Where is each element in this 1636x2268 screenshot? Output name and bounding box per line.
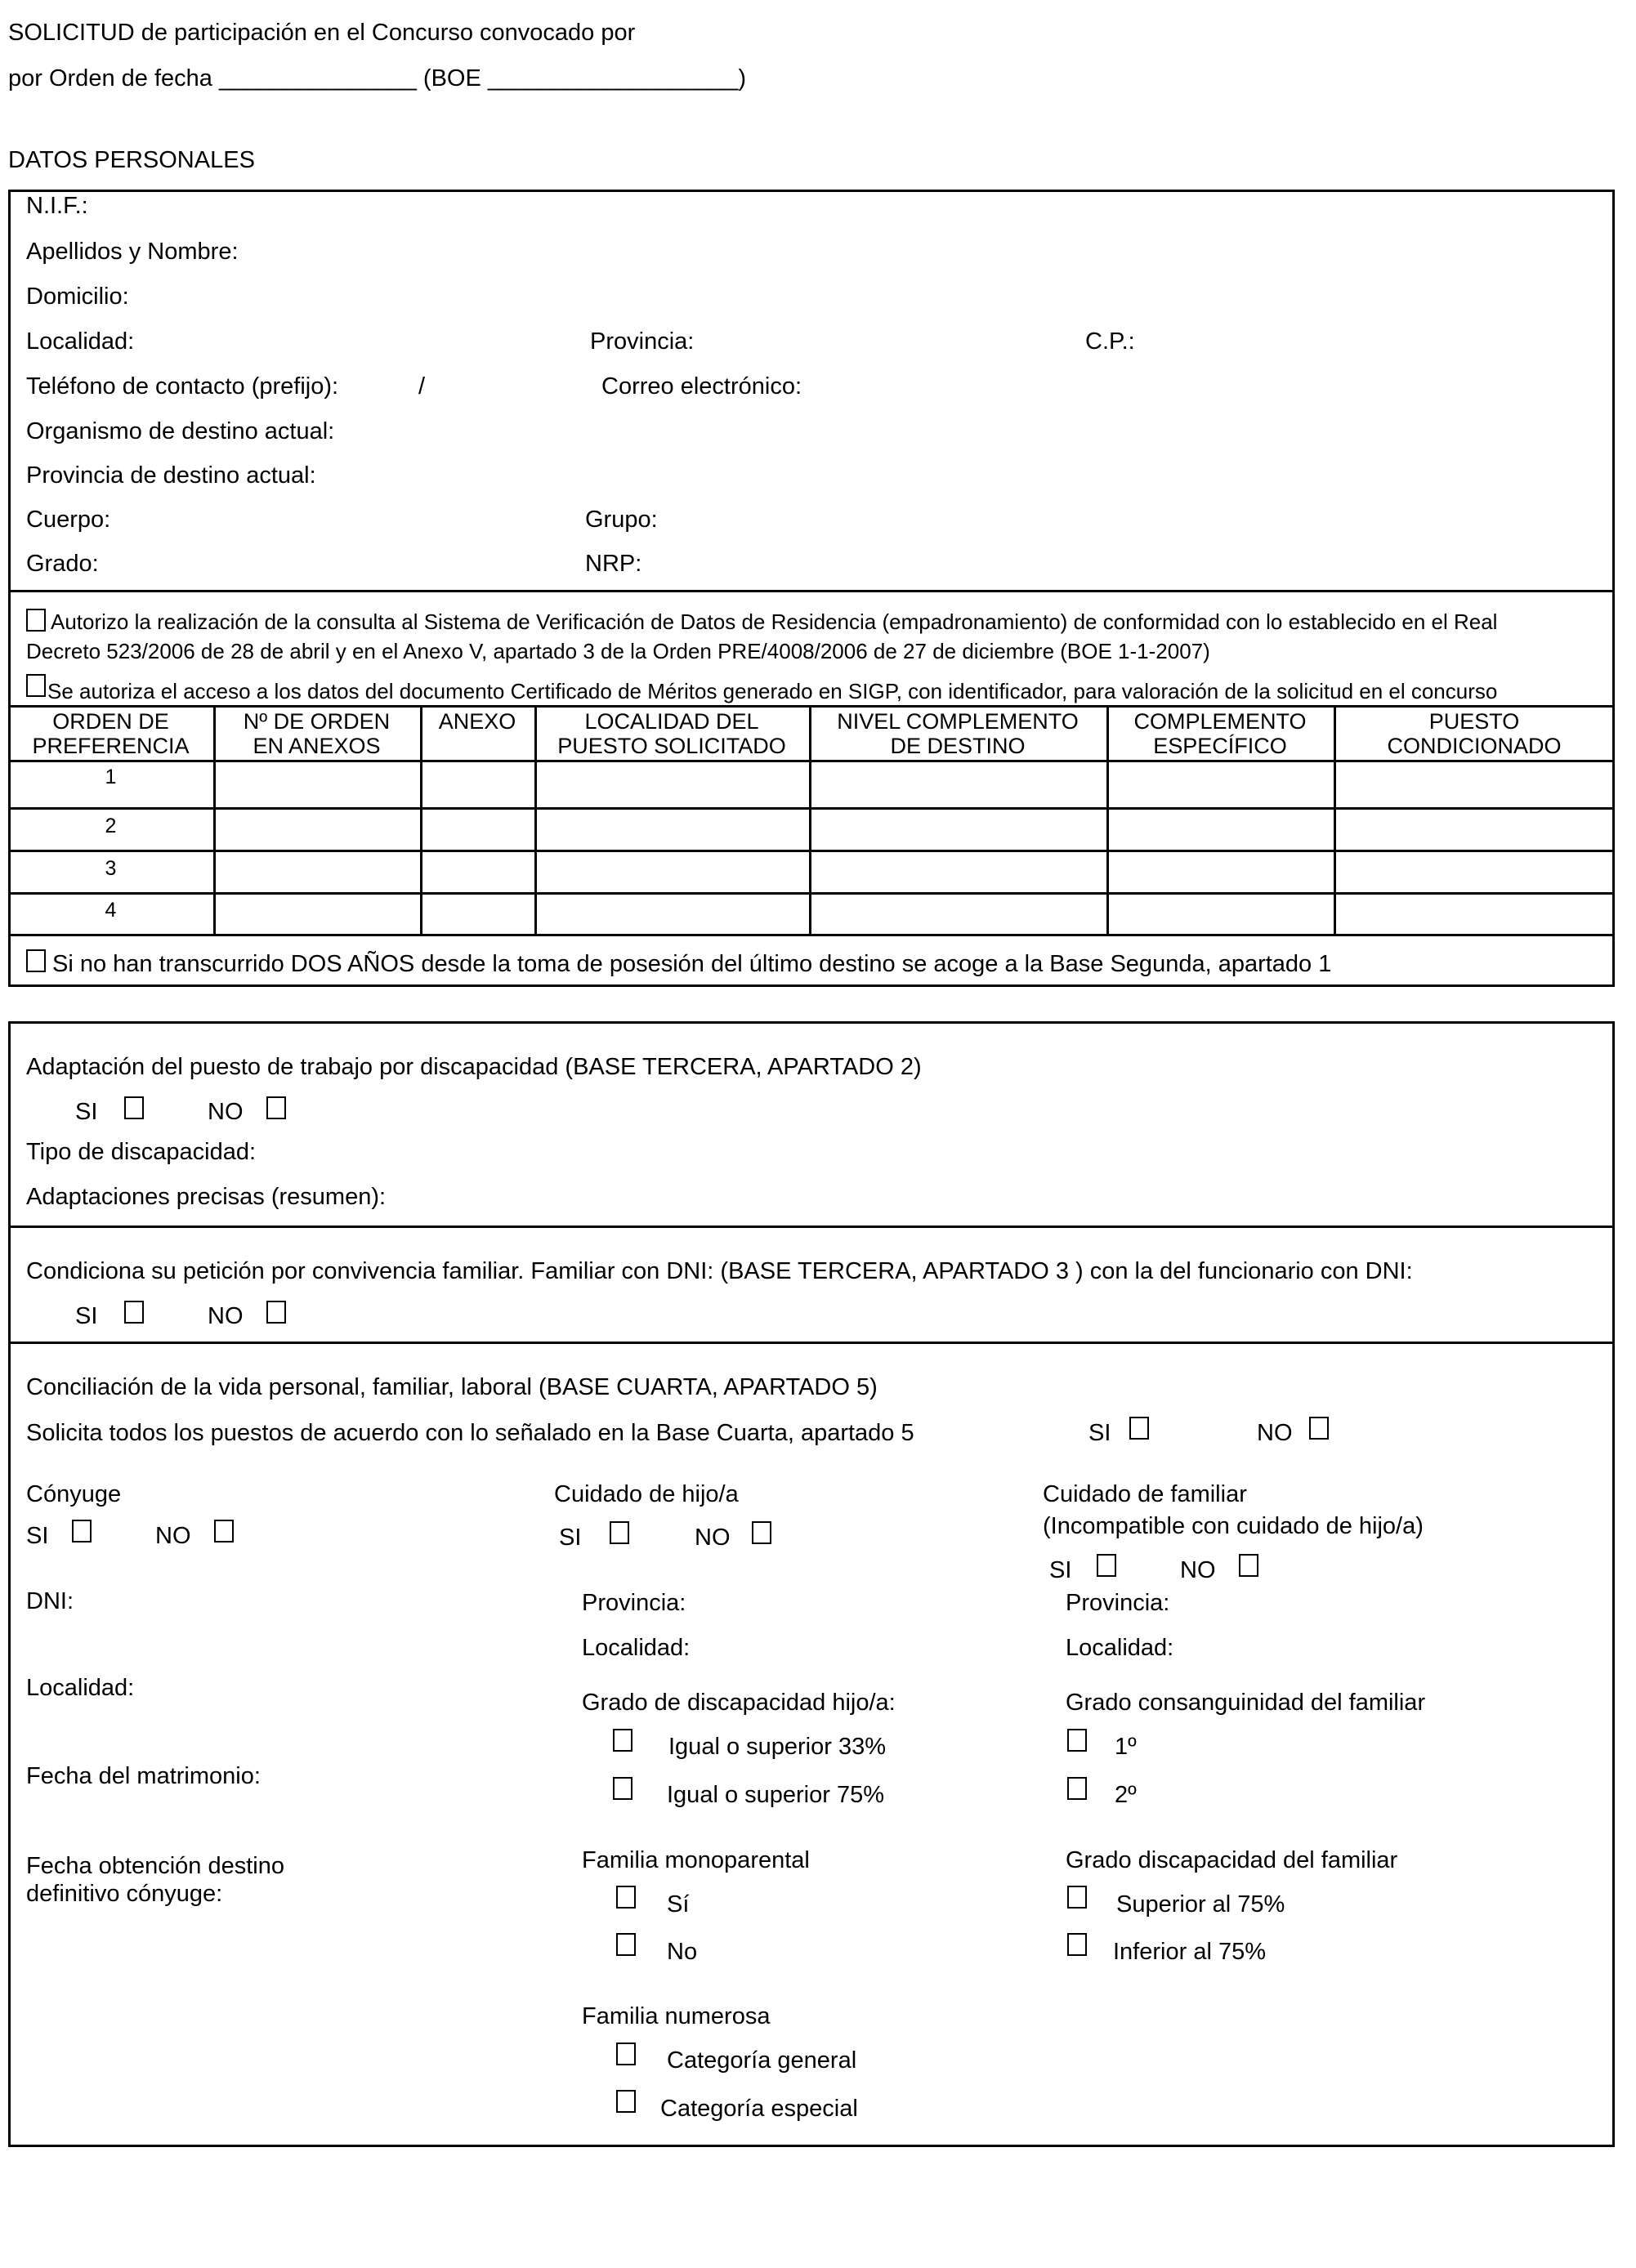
- grado-label: Grado:: [26, 551, 99, 577]
- table-header-orden: ORDEN DE PREFERENCIA: [32, 709, 190, 758]
- table-row-number: 2: [105, 815, 117, 837]
- localidad-label: Localidad:: [26, 328, 135, 355]
- dos-anos-text: Si no han transcurrido DOS AÑOS desde la toma de posesión del último destino se acoge a la Base Segunda, apartado 1: [52, 951, 1332, 977]
- conyuge-no-label: NO: [155, 1523, 191, 1549]
- solicita-si-checkbox[interactable]: [1129, 1417, 1149, 1440]
- monoparental-no-checkbox[interactable]: [616, 1933, 636, 1956]
- hijo-title: Cuidado de hijo/a: [554, 1481, 739, 1507]
- discapacidad-inferior-checkbox[interactable]: [1067, 1933, 1087, 1956]
- consanguinidad-title: Grado consanguinidad del familiar: [1066, 1690, 1426, 1716]
- fecha-obtencion-label-1: Fecha obtención destino: [26, 1853, 284, 1879]
- correo-label: Correo electrónico:: [601, 373, 802, 400]
- divider: [8, 1226, 1615, 1228]
- numerosa-especial-label: Categoría especial: [660, 2096, 858, 2122]
- table-row-line: [8, 850, 1615, 852]
- condiciona-si-checkbox[interactable]: [124, 1301, 144, 1324]
- table-top-line: [8, 705, 1615, 708]
- table-row-number: 4: [105, 899, 117, 922]
- monoparental-si-label: Sí: [667, 1891, 690, 1918]
- hijo-localidad-label: Localidad:: [582, 1635, 691, 1661]
- tipo-discapacidad-label: Tipo de discapacidad:: [26, 1139, 257, 1165]
- table-col-line: [420, 705, 422, 934]
- table-row-number: 3: [105, 857, 117, 880]
- section-title-datos-personales: DATOS PERSONALES: [8, 147, 255, 173]
- familiar-title: Cuidado de familiar: [1043, 1481, 1247, 1507]
- monoparental-title: Familia monoparental: [582, 1847, 810, 1873]
- table-header-numero: Nº DE ORDEN EN ANEXOS: [243, 709, 391, 758]
- numerosa-especial-checkbox[interactable]: [616, 2090, 636, 2113]
- discapacidad-superior-label: Superior al 75%: [1116, 1891, 1285, 1918]
- consent-residence-text-1: Autorizo la realización de la consulta al Sistema de Verificación de Datos de Residencia (empadronamiento) de conformidad con lo establecido en el Real: [51, 609, 1498, 634]
- familiar-si-checkbox[interactable]: [1097, 1554, 1116, 1577]
- conyuge-si-checkbox[interactable]: [72, 1520, 92, 1543]
- provincia-destino-label: Provincia de destino actual:: [26, 462, 316, 489]
- familiar-no-label: NO: [1180, 1557, 1216, 1583]
- monoparental-si-checkbox[interactable]: [616, 1886, 636, 1909]
- condiciona-no-label: NO: [208, 1303, 244, 1329]
- solicita-no-label: NO: [1257, 1420, 1293, 1446]
- familiar-no-checkbox[interactable]: [1239, 1554, 1258, 1577]
- telefono-slash: /: [418, 373, 426, 400]
- consent-sigp-checkbox[interactable]: [26, 674, 46, 697]
- nrp-label: NRP:: [585, 551, 642, 577]
- conyuge-no-checkbox[interactable]: [214, 1520, 234, 1543]
- adaptacion-si-label: SI: [75, 1099, 98, 1125]
- solicita-todos-label: Solicita todos los puestos de acuerdo con lo señalado en la Base Cuarta, apartado 5: [26, 1420, 914, 1446]
- table-header-puesto: PUESTO CONDICIONADO: [1387, 709, 1562, 758]
- consanguinidad-2-label: 2º: [1115, 1782, 1137, 1808]
- form-title: SOLICITUD de participación en el Concurso convocado por: [8, 20, 636, 46]
- table-row-line: [8, 760, 1615, 762]
- fecha-obtencion-label-2: definitivo cónyuge:: [26, 1881, 223, 1907]
- personal-data-box: [8, 190, 1615, 987]
- conciliacion-title: Conciliación de la vida personal, familiar, laboral (BASE CUARTA, APARTADO 5): [26, 1374, 878, 1400]
- form-order-line: por Orden de fecha _______________ (BOE ___________________): [8, 65, 746, 92]
- discapacidad-inferior-label: Inferior al 75%: [1113, 1939, 1266, 1965]
- condiciona-title: Condiciona su petición por convivencia familiar. Familiar con DNI: (BASE TERCERA, APARTADO 3 ) con la del funcionario con DNI:: [26, 1258, 1413, 1284]
- divider: [8, 1342, 1615, 1344]
- adaptacion-title: Adaptación del puesto de trabajo por discapacidad (BASE TERCERA, APARTADO 2): [26, 1054, 922, 1080]
- numerosa-general-checkbox[interactable]: [616, 2043, 636, 2065]
- dos-anos-checkbox[interactable]: [26, 949, 46, 972]
- divider: [8, 590, 1615, 592]
- table-row-number: 1: [105, 766, 117, 788]
- consanguinidad-1-checkbox[interactable]: [1067, 1729, 1087, 1752]
- table-bottom-line: [8, 934, 1615, 936]
- condiciona-no-checkbox[interactable]: [266, 1301, 286, 1324]
- discapacidad-familiar-title: Grado discapacidad del familiar: [1066, 1847, 1398, 1873]
- numerosa-general-label: Categoría general: [667, 2047, 857, 2074]
- conyuge-title: Cónyuge: [26, 1481, 122, 1507]
- familiar-subtitle: (Incompatible con cuidado de hijo/a): [1043, 1513, 1424, 1539]
- hijo-provincia-label: Provincia:: [582, 1590, 686, 1616]
- hijo-grado-33-label: Igual o superior 33%: [668, 1734, 886, 1760]
- discapacidad-superior-checkbox[interactable]: [1067, 1886, 1087, 1909]
- conyuge-si-label: SI: [26, 1523, 49, 1549]
- hijo-si-label: SI: [559, 1525, 582, 1551]
- adaptaciones-label: Adaptaciones precisas (resumen):: [26, 1184, 387, 1210]
- fecha-matrimonio-label: Fecha del matrimonio:: [26, 1763, 261, 1789]
- familiar-localidad-label: Localidad:: [1066, 1635, 1174, 1661]
- conyuge-dni-label: DNI:: [26, 1588, 74, 1614]
- familiar-provincia-label: Provincia:: [1066, 1590, 1170, 1616]
- table-row-line: [8, 892, 1615, 895]
- hijo-no-label: NO: [695, 1525, 731, 1551]
- telefono-label: Teléfono de contacto (prefijo):: [26, 373, 339, 400]
- adaptacion-no-checkbox[interactable]: [266, 1096, 286, 1119]
- consent-residence-checkbox[interactable]: [26, 609, 46, 632]
- domicilio-label: Domicilio:: [26, 284, 129, 310]
- adaptacion-no-label: NO: [208, 1099, 244, 1125]
- hijo-grado-75-checkbox[interactable]: [613, 1777, 632, 1800]
- cp-label: C.P.:: [1085, 328, 1135, 355]
- cuerpo-label: Cuerpo:: [26, 507, 111, 533]
- organismo-label: Organismo de destino actual:: [26, 418, 335, 444]
- consent-sigp-text: Se autoriza el acceso a los datos del documento Certificado de Méritos generado en SIGP, con identificador, para valoración de la solicitud en el concurso: [47, 679, 1498, 703]
- table-header-nivel: NIVEL COMPLEMENTO DE DESTINO: [837, 709, 1079, 758]
- grupo-label: Grupo:: [585, 507, 658, 533]
- familiar-si-label: SI: [1049, 1557, 1072, 1583]
- nif-label: N.I.F.:: [26, 193, 88, 219]
- table-header-complemento: COMPLEMENTO ESPECÍFICO: [1133, 709, 1307, 758]
- consanguinidad-2-checkbox[interactable]: [1067, 1777, 1087, 1800]
- condiciona-si-label: SI: [75, 1303, 98, 1329]
- solicita-si-label: SI: [1088, 1420, 1111, 1446]
- table-row-line: [8, 807, 1615, 810]
- apellidos-label: Apellidos y Nombre:: [26, 239, 239, 265]
- adaptacion-si-checkbox[interactable]: [124, 1096, 144, 1119]
- consent-residence-text-2: Decreto 523/2006 de 28 de abril y en el Anexo V, apartado 3 de la Orden PRE/4008/2006 de 27 de diciembre (BOE 1-1-2007): [26, 639, 1210, 663]
- hijo-no-checkbox[interactable]: [752, 1521, 771, 1544]
- grado-discapacidad-hijo-title: Grado de discapacidad hijo/a:: [582, 1690, 896, 1716]
- solicita-no-checkbox[interactable]: [1309, 1417, 1329, 1440]
- conyuge-localidad-label: Localidad:: [26, 1675, 135, 1701]
- table-header-localidad: LOCALIDAD DEL PUESTO SOLICITADO: [557, 709, 786, 758]
- monoparental-no-label: No: [667, 1939, 698, 1965]
- hijo-grado-33-checkbox[interactable]: [613, 1729, 632, 1752]
- provincia-label: Provincia:: [590, 328, 695, 355]
- table-header-anexo: ANEXO: [438, 709, 516, 734]
- hijo-si-checkbox[interactable]: [610, 1521, 629, 1544]
- numerosa-title: Familia numerosa: [582, 2003, 771, 2029]
- hijo-grado-75-label: Igual o superior 75%: [667, 1782, 884, 1808]
- consanguinidad-1-label: 1º: [1115, 1734, 1137, 1760]
